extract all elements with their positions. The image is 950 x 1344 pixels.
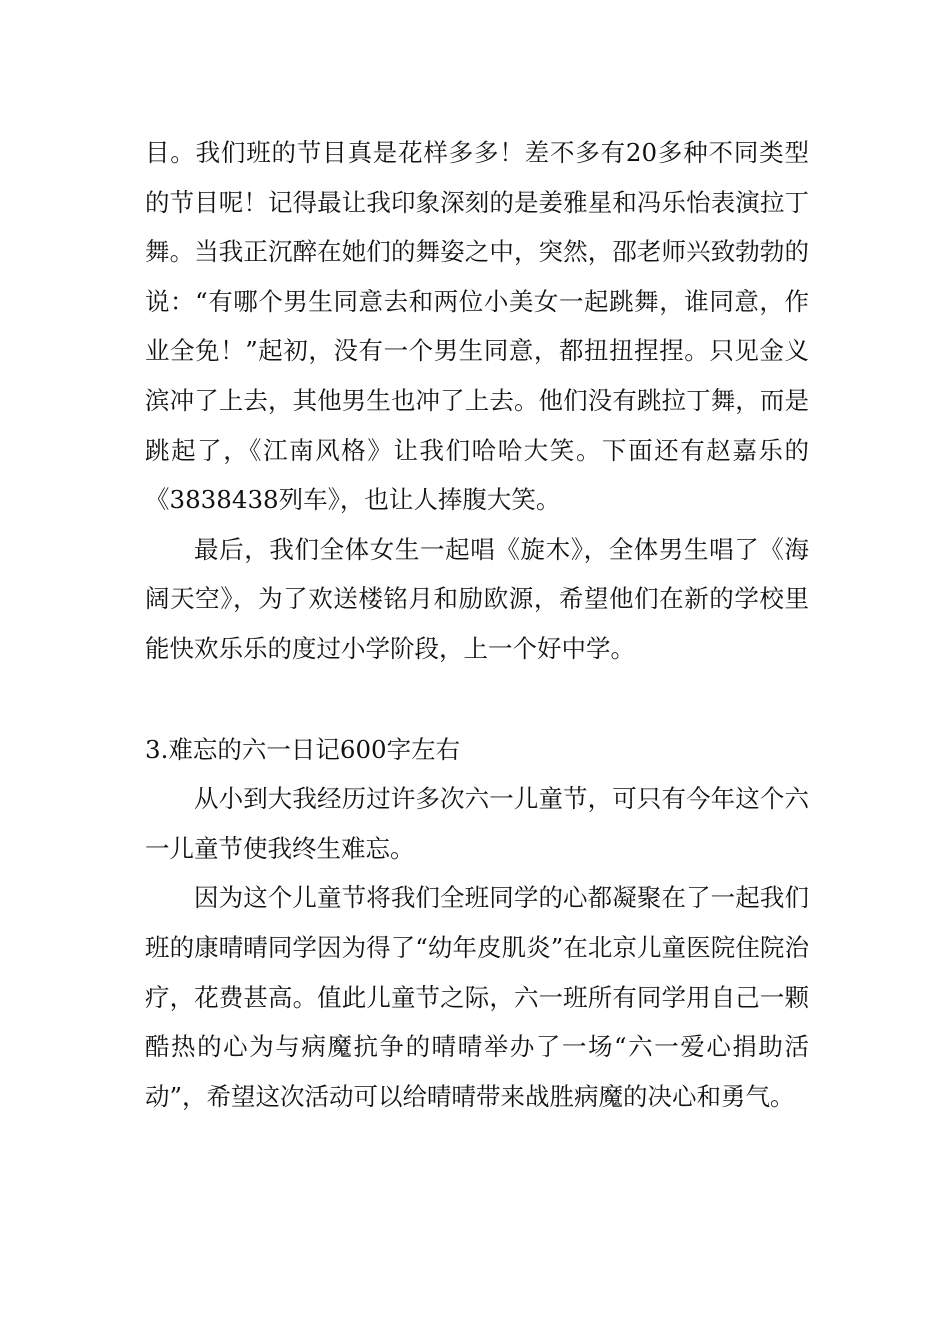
section-heading: 3.难忘的六一日记600字左右	[145, 734, 461, 764]
paragraph-continuation: 目。我们班的节目真是花样多多！差不多有20多种不同类型的节目呢！记得最让我印象深刻的是姜雅星和冯乐怡表演拉丁舞。当我正沉醉在她们的舞姿之中，突然，邵老师兴致勃勃的说：“有哪个男生同意去和两位小美女一起跳舞，谁同意，作业全免！”起初，没有一个男生同意，都扭扭捏捏。只见金义滨冲了上去，其他男生也冲了上去。他们没有跳拉丁舞，而是跳起了，《江南风格》让我们哈哈大笑。下面还有赵嘉乐的《3838438列车》，也让人捧腹大笑。	[145, 138, 809, 515]
section-paragraph-body: 因为这个儿童节将我们全班同学的心都凝聚在了一起我们班的康晴晴同学因为得了“幼年皮肌炎”在北京儿童医院住院治疗，花费甚高。值此儿童节之际，六一班所有同学用自己一颗酷热的心为与病魔抗争的晴晴举办了一场“六一爱心捐助活动”，希望这次活动可以给晴晴带来战胜病魔的决心和勇气。	[145, 883, 809, 1111]
paragraph-final: 最后，我们全体女生一起唱《旋木》，全体男生唱了《海阔天空》，为了欢送楼铭月和励欧源，希望他们在新的学校里能快欢乐乐的度过小学阶段，上一个好中学。	[145, 534, 809, 663]
section-paragraph-intro: 从小到大我经历过许多次六一儿童节，可只有今年这个六一儿童节使我终生难忘。	[145, 784, 809, 863]
document-body	[145, 128, 809, 1121]
